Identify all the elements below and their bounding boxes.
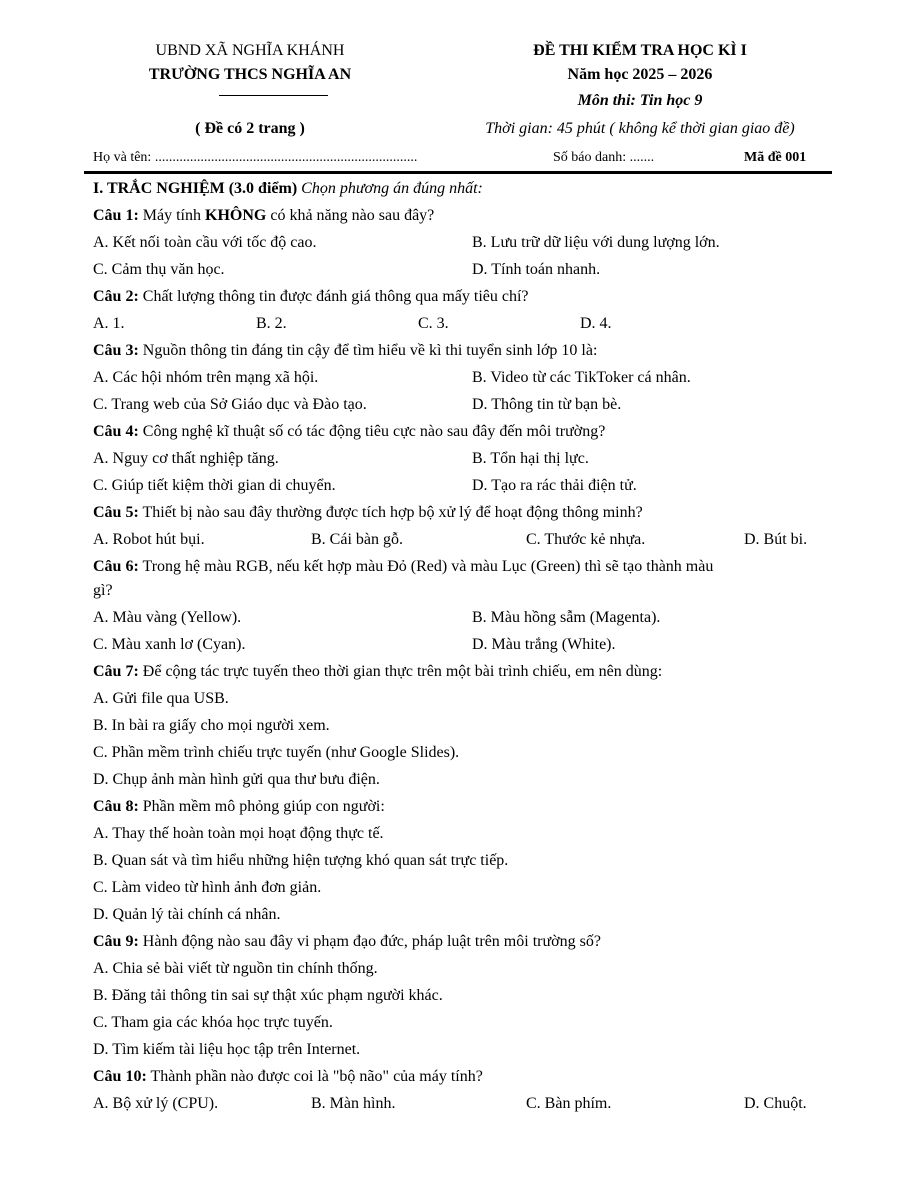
option-b: B. Quan sát và tìm hiểu những hiện tượng khó quan sát trực tiếp.: [93, 852, 509, 869]
option-c: C. Làm video từ hình ảnh đơn giản.: [93, 879, 322, 896]
question-6: [93, 558, 713, 576]
question-8: [93, 798, 385, 816]
question-emphasis: KHÔNG: [205, 207, 267, 224]
option-c: C. Giúp tiết kiệm thời gian di chuyển.: [93, 477, 336, 494]
section-title-row: [93, 180, 483, 198]
header-rule: [84, 171, 832, 174]
option-a: A. Nguy cơ thất nghiệp tăng.: [93, 450, 279, 467]
question-4: [93, 423, 605, 441]
question-9: [93, 933, 601, 951]
option-a: A. Bộ xử lý (CPU).: [93, 1095, 219, 1112]
question-7: [93, 663, 662, 681]
option-b: B. Cái bàn gỗ.: [311, 531, 403, 548]
option-a: A. Thay thế hoàn toàn mọi hoạt động thực tế.: [93, 825, 384, 842]
student-id-field: Số báo danh: .......: [553, 150, 655, 165]
option-a: A. Gửi file qua USB.: [93, 690, 229, 707]
subject: Môn thi: Tin học 9: [577, 92, 703, 109]
question-text: Hành động nào sau đây vi phạm đạo đức, pháp luật trên môi trường số?: [138, 933, 601, 950]
question-text: Máy tính: [138, 207, 205, 224]
question-text: Công nghệ kĩ thuật số có tác động tiêu cực nào sau đây đến môi trường?: [138, 423, 606, 440]
question-label: Câu 9:: [93, 933, 139, 950]
option-d: D. Màu trắng (White).: [472, 636, 616, 653]
question-label: Câu 1:: [93, 207, 139, 224]
question-10: [93, 1068, 483, 1086]
option-b: B. 2.: [256, 315, 287, 332]
header-divider: [219, 95, 328, 96]
option-c: C. Trang web của Sở Giáo dục và Đào tạo.: [93, 396, 367, 413]
question-text: Nguồn thông tin đáng tin cậy để tìm hiểu về kì thi tuyển sinh lớp 10 là:: [138, 342, 598, 359]
section-title: I. TRẮC NGHIỆM (3.0 điểm): [93, 180, 298, 197]
option-d: D. Chuột.: [744, 1095, 807, 1112]
option-a: A. Các hội nhóm trên mạng xã hội.: [93, 369, 319, 386]
option-d: D. Bút bi.: [744, 531, 808, 548]
option-d: D. Tìm kiếm tài liệu học tập trên Internet.: [93, 1041, 361, 1058]
exam-title: ĐỀ THI KIỂM TRA HỌC KÌ I: [533, 42, 747, 59]
option-b: B. Lưu trữ dữ liệu với dung lượng lớn.: [472, 234, 720, 251]
option-c: C. Tham gia các khóa học trực tuyến.: [93, 1014, 333, 1031]
question-5: [93, 504, 643, 522]
question-text: có khả năng nào sau đây?: [266, 207, 435, 224]
option-c: C. Màu xanh lơ (Cyan).: [93, 636, 246, 653]
option-a: A. Kết nối toàn cầu với tốc độ cao.: [93, 234, 317, 251]
option-c: C. Phần mềm trình chiếu trực tuyến (như Google Slides).: [93, 744, 460, 761]
option-c: C. Bàn phím.: [526, 1095, 612, 1112]
option-b: B. Video từ các TikToker cá nhân.: [472, 369, 691, 386]
option-d: D. 4.: [580, 315, 612, 332]
school-year: Năm học 2025 – 2026: [567, 66, 713, 83]
option-a: A. Robot hút bụi.: [93, 531, 205, 548]
duration: Thời gian: 45 phút ( không kể thời gian giao đề): [485, 120, 795, 137]
question-1: [93, 207, 434, 225]
section-instruction: Chọn phương án đúng nhất:: [297, 180, 483, 197]
question-text: Trong hệ màu RGB, nếu kết hợp màu Đỏ (Red) và màu Lục (Green) thì sẽ tạo thành màu: [138, 558, 714, 575]
option-d: D. Quản lý tài chính cá nhân.: [93, 906, 281, 923]
header-left: [100, 40, 400, 140]
option-c: C. Cảm thụ văn học.: [93, 261, 225, 278]
option-c: C. Thước kẻ nhựa.: [526, 531, 646, 548]
question-label: Câu 4:: [93, 423, 139, 440]
question-text-continued: gì?: [93, 582, 113, 599]
question-label: Câu 2:: [93, 288, 139, 305]
question-label: Câu 5:: [93, 504, 139, 521]
option-b: B. Màu hồng sẫm (Magenta).: [472, 609, 661, 626]
option-b: B. Đăng tải thông tin sai sự thật xúc phạm người khác.: [93, 987, 443, 1004]
student-name-field: Họ và tên: ...........................................................................: [93, 150, 418, 165]
question-label: Câu 7:: [93, 663, 139, 680]
option-b: B. Màn hình.: [311, 1095, 396, 1112]
option-d: D. Chụp ảnh màn hình gửi qua thư bưu điện.: [93, 771, 380, 788]
question-2: [93, 288, 529, 306]
option-c: C. 3.: [418, 315, 449, 332]
option-b: B. In bài ra giấy cho mọi người xem.: [93, 717, 330, 734]
question-text: Để cộng tác trực tuyến theo thời gian thực trên một bài trình chiếu, em nên dùng:: [138, 663, 663, 680]
question-text: Chất lượng thông tin được đánh giá thông qua mấy tiêu chí?: [138, 288, 529, 305]
option-a: A. Màu vàng (Yellow).: [93, 609, 242, 626]
question-label: Câu 8:: [93, 798, 139, 815]
question-3: [93, 342, 597, 360]
question-label: Câu 6:: [93, 558, 139, 575]
option-a: A. 1.: [93, 315, 125, 332]
question-label: Câu 3:: [93, 342, 139, 359]
exam-code: Mã đề 001: [744, 150, 807, 165]
header-right: [440, 40, 840, 150]
question-text: Phần mềm mô phỏng giúp con người:: [138, 798, 385, 815]
option-d: D. Tạo ra rác thải điện tử.: [472, 477, 637, 494]
question-label: Câu 10:: [93, 1068, 147, 1085]
option-a: A. Chia sẻ bài viết từ nguồn tin chính thống.: [93, 960, 378, 977]
option-d: D. Thông tin từ bạn bè.: [472, 396, 622, 413]
question-text: Thành phần nào được coi là "bộ não" của máy tính?: [146, 1068, 483, 1085]
option-d: D. Tính toán nhanh.: [472, 261, 601, 278]
question-text: Thiết bị nào sau đây thường được tích hợp bộ xử lý để hoạt động thông minh?: [138, 504, 643, 521]
district-name: UBND XÃ NGHĨA KHÁNH: [155, 42, 345, 59]
pages-note: ( Đề có 2 trang ): [195, 120, 305, 137]
school-name: TRƯỜNG THCS NGHĨA AN: [148, 66, 352, 83]
option-b: B. Tổn hại thị lực.: [472, 450, 589, 467]
